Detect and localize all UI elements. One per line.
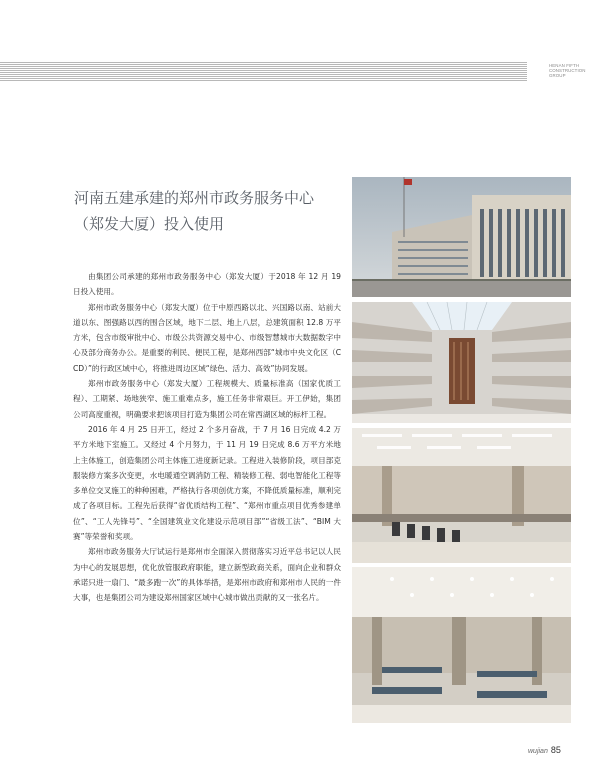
building-exterior-photo — [352, 177, 571, 297]
page-number: 85 — [550, 745, 561, 755]
page-footer — [528, 745, 561, 755]
paragraph: 郑州市政务服务中心（郑发大厦）工程规模大、质量标准高（国家优质工程）、工期紧、场地狭窄、施工重难点多，施工任务非常艰巨。开工伊始，集团公司高度重视，明确要求把该项目打造为集团公司在常西湖区域的标杆工程。 — [73, 379, 341, 419]
paragraph: 郑州市政务服务大厅试运行是郑州市全面深入贯彻落实习近平总书记以人民为中心的发展思想，优化放管服政府职能，建立新型政商关系，面向企业和群众承诺只进一扇门、“最多跑一次”的具体举措，是郑州市政府和郑州市人民的一件大事，也是集团公司为建设郑州国家区域中心城市做出贡献的又一张名片。 — [73, 547, 341, 603]
paragraph: 由集团公司承建的郑州市政务服务中心（郑发大厦）于2018 年 12 月 19 日投入使用。 — [73, 272, 341, 297]
brand-line: CONSTRUCTION — [549, 68, 586, 74]
waiting-hall-photo — [352, 567, 571, 723]
paragraph: 郑州市政务服务中心（郑发大厦）位于中原西路以北、兴国路以南、站前大道以东、图强路以西的围合区域，地下二层、地上八层，总建筑面积 12.8 万平方米，包含市级审批中心、市级公共资源交易中心、市级智慧城市大数据数字中心及部分商务办公。是重要的利民、便民工程，是郑州西部“城市中央文化区（CCD）”的行政区域中心，将推进周边区域“绿色、活力、高效”协同发展。 — [73, 302, 341, 373]
header-stripe — [0, 62, 527, 82]
article-title — [74, 185, 344, 237]
article-body — [73, 269, 341, 606]
atrium-interior-photo — [352, 302, 571, 423]
brand-line: HENAN FIFTH — [549, 63, 580, 68]
magazine-name: wujian — [528, 748, 548, 755]
paragraph: 2016 年 4 月 25 日开工，经过 2 个多月奋战，于 7 月 16 日完成 4.2 万平方米地下室施工。又经过 4 个月努力，于 11 月 19 日完成 8.6 万平方米地上主体施工，创造集团公司主体施工进度新记录。工程进入装修阶段，项目部克服装修方案多次变更，水电暖通空调消防工程、精装修工程、弱电智能化工程等多单位交叉施工的种种困难，严格执行各项创优方案，不降低质量标准，顺利完成了各项目标。工程先后获得“省优质结构工程”、“郑州市重点项目优秀参建单位”、“工人先锋号”、“全国建筑业文化建设示范项目部”“省级工法”、“BIM 大赛”等荣誉和奖项。 — [73, 424, 341, 542]
title-line-1: 河南五建承建的郑州市政务服务中心 — [74, 189, 315, 208]
brand-logo-text — [549, 63, 605, 79]
brand-line: GROUP — [549, 73, 566, 79]
service-counter-hall-photo — [352, 428, 571, 563]
title-line-2: （郑发大厦）投入使用 — [74, 215, 225, 234]
